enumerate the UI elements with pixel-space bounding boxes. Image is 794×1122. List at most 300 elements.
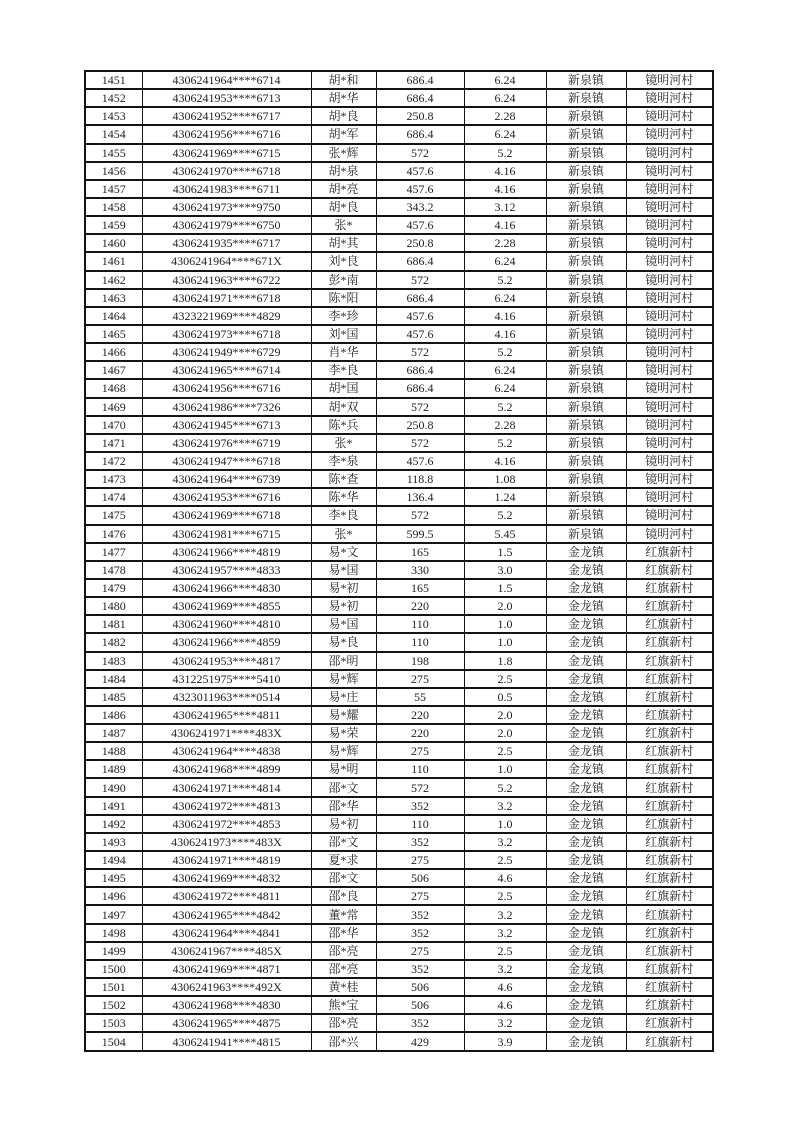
cell-village: 红旗新村 xyxy=(626,924,713,942)
cell-town: 新泉镇 xyxy=(546,89,626,107)
cell-town: 金龙镇 xyxy=(546,1032,626,1051)
cell-rate: 0.5 xyxy=(464,688,546,706)
table-row xyxy=(85,615,713,633)
cell-sequence-number: 1458 xyxy=(85,198,142,216)
cell-amount: 572 xyxy=(376,271,464,289)
cell-masked-name: 胡*双 xyxy=(311,398,376,416)
cell-village: 镜明河村 xyxy=(626,307,713,325)
table-row xyxy=(85,398,713,416)
cell-masked-id-number: 4306241965****4875 xyxy=(142,1014,311,1032)
cell-masked-name: 胡*泉 xyxy=(311,162,376,180)
cell-sequence-number: 1454 xyxy=(85,125,142,143)
table-row xyxy=(85,579,713,597)
cell-village: 镜明河村 xyxy=(626,434,713,452)
cell-amount: 572 xyxy=(376,343,464,361)
cell-town: 金龙镇 xyxy=(546,688,626,706)
cell-amount: 572 xyxy=(376,434,464,452)
table-row xyxy=(85,597,713,615)
cell-village: 镜明河村 xyxy=(626,125,713,143)
cell-sequence-number: 1472 xyxy=(85,452,142,470)
cell-village: 镜明河村 xyxy=(626,144,713,162)
cell-masked-id-number: 4312251975****5410 xyxy=(142,670,311,688)
cell-masked-name: 邵*文 xyxy=(311,833,376,851)
cell-town: 新泉镇 xyxy=(546,234,626,252)
cell-amount: 165 xyxy=(376,579,464,597)
table-row xyxy=(85,252,713,270)
cell-masked-name: 胡*亮 xyxy=(311,180,376,198)
cell-town: 新泉镇 xyxy=(546,71,626,89)
table-row xyxy=(85,742,713,760)
cell-masked-name: 邵*华 xyxy=(311,797,376,815)
cell-village: 镜明河村 xyxy=(626,216,713,234)
table-row xyxy=(85,89,713,107)
cell-sequence-number: 1462 xyxy=(85,271,142,289)
cell-masked-id-number: 4306241972****4811 xyxy=(142,887,311,905)
cell-village: 镜明河村 xyxy=(626,271,713,289)
cell-masked-id-number: 4306241952****6717 xyxy=(142,107,311,125)
table-row xyxy=(85,778,713,796)
cell-rate: 3.9 xyxy=(464,1032,546,1051)
cell-amount: 352 xyxy=(376,905,464,923)
cell-masked-id-number: 4306241968****4899 xyxy=(142,760,311,778)
cell-rate: 2.5 xyxy=(464,670,546,688)
cell-masked-id-number: 4306241960****4810 xyxy=(142,615,311,633)
cell-town: 金龙镇 xyxy=(546,905,626,923)
cell-masked-name: 胡*和 xyxy=(311,71,376,89)
cell-rate: 4.16 xyxy=(464,452,546,470)
cell-masked-id-number: 4306241964****4841 xyxy=(142,924,311,942)
cell-masked-name: 李*珍 xyxy=(311,307,376,325)
cell-rate: 2.5 xyxy=(464,887,546,905)
cell-rate: 4.16 xyxy=(464,216,546,234)
cell-amount: 110 xyxy=(376,815,464,833)
cell-amount: 686.4 xyxy=(376,252,464,270)
cell-sequence-number: 1470 xyxy=(85,416,142,434)
cell-sequence-number: 1496 xyxy=(85,887,142,905)
cell-town: 金龙镇 xyxy=(546,797,626,815)
cell-village: 镜明河村 xyxy=(626,325,713,343)
cell-rate: 3.12 xyxy=(464,198,546,216)
cell-masked-name: 彭*南 xyxy=(311,271,376,289)
cell-town: 金龙镇 xyxy=(546,724,626,742)
table-row xyxy=(85,416,713,434)
table-row xyxy=(85,688,713,706)
cell-town: 金龙镇 xyxy=(546,978,626,996)
table-row xyxy=(85,198,713,216)
cell-sequence-number: 1481 xyxy=(85,615,142,633)
cell-rate: 1.8 xyxy=(464,652,546,670)
cell-masked-id-number: 4306241965****4842 xyxy=(142,905,311,923)
cell-town: 金龙镇 xyxy=(546,742,626,760)
cell-amount: 457.6 xyxy=(376,325,464,343)
subsidy-table-body xyxy=(85,71,713,1051)
cell-masked-name: 邵*亮 xyxy=(311,960,376,978)
table-row xyxy=(85,724,713,742)
cell-rate: 5.2 xyxy=(464,398,546,416)
cell-rate: 6.24 xyxy=(464,89,546,107)
cell-masked-id-number: 4306241947****6718 xyxy=(142,452,311,470)
table-row xyxy=(85,706,713,724)
cell-amount: 352 xyxy=(376,960,464,978)
cell-masked-name: 陈*查 xyxy=(311,470,376,488)
cell-masked-name: 易*荣 xyxy=(311,724,376,742)
cell-masked-id-number: 4306241964****671X xyxy=(142,252,311,270)
cell-amount: 275 xyxy=(376,670,464,688)
cell-masked-name: 易*国 xyxy=(311,615,376,633)
cell-sequence-number: 1485 xyxy=(85,688,142,706)
cell-sequence-number: 1491 xyxy=(85,797,142,815)
cell-amount: 686.4 xyxy=(376,71,464,89)
cell-masked-id-number: 4306241966****4819 xyxy=(142,543,311,561)
cell-sequence-number: 1452 xyxy=(85,89,142,107)
cell-village: 镜明河村 xyxy=(626,452,713,470)
cell-sequence-number: 1498 xyxy=(85,924,142,942)
cell-town: 新泉镇 xyxy=(546,361,626,379)
table-row xyxy=(85,488,713,506)
cell-sequence-number: 1455 xyxy=(85,144,142,162)
cell-town: 新泉镇 xyxy=(546,107,626,125)
cell-town: 新泉镇 xyxy=(546,271,626,289)
cell-amount: 352 xyxy=(376,924,464,942)
cell-village: 镜明河村 xyxy=(626,289,713,307)
cell-masked-id-number: 4306241983****6711 xyxy=(142,180,311,198)
cell-masked-id-number: 4306241972****4853 xyxy=(142,815,311,833)
cell-masked-id-number: 4306241957****4833 xyxy=(142,561,311,579)
cell-masked-name: 易*庄 xyxy=(311,688,376,706)
cell-masked-name: 胡*军 xyxy=(311,125,376,143)
cell-town: 新泉镇 xyxy=(546,307,626,325)
table-row xyxy=(85,434,713,452)
cell-town: 金龙镇 xyxy=(546,851,626,869)
cell-masked-name: 陈*华 xyxy=(311,488,376,506)
cell-village: 镜明河村 xyxy=(626,416,713,434)
table-row xyxy=(85,633,713,651)
cell-town: 金龙镇 xyxy=(546,815,626,833)
cell-amount: 352 xyxy=(376,1014,464,1032)
cell-village: 红旗新村 xyxy=(626,652,713,670)
table-row xyxy=(85,652,713,670)
cell-village: 红旗新村 xyxy=(626,1032,713,1051)
cell-sequence-number: 1501 xyxy=(85,978,142,996)
cell-town: 金龙镇 xyxy=(546,597,626,615)
cell-rate: 3.0 xyxy=(464,561,546,579)
cell-rate: 5.2 xyxy=(464,343,546,361)
cell-sequence-number: 1489 xyxy=(85,760,142,778)
cell-masked-id-number: 4306241969****6715 xyxy=(142,144,311,162)
cell-masked-name: 易*辉 xyxy=(311,670,376,688)
cell-amount: 457.6 xyxy=(376,162,464,180)
cell-village: 镜明河村 xyxy=(626,506,713,524)
cell-amount: 686.4 xyxy=(376,379,464,397)
cell-sequence-number: 1504 xyxy=(85,1032,142,1051)
cell-masked-id-number: 4306241969****6718 xyxy=(142,506,311,524)
cell-rate: 3.2 xyxy=(464,960,546,978)
table-row xyxy=(85,815,713,833)
table-row xyxy=(85,234,713,252)
cell-masked-id-number: 4306241969****4871 xyxy=(142,960,311,978)
cell-village: 红旗新村 xyxy=(626,706,713,724)
table-row xyxy=(85,525,713,543)
cell-rate: 6.24 xyxy=(464,289,546,307)
cell-masked-id-number: 4306241981****6715 xyxy=(142,525,311,543)
cell-rate: 1.5 xyxy=(464,543,546,561)
cell-rate: 1.0 xyxy=(464,615,546,633)
cell-rate: 6.24 xyxy=(464,379,546,397)
table-row xyxy=(85,1014,713,1032)
cell-town: 新泉镇 xyxy=(546,144,626,162)
cell-masked-name: 易*初 xyxy=(311,579,376,597)
cell-rate: 3.2 xyxy=(464,833,546,851)
cell-town: 金龙镇 xyxy=(546,579,626,597)
cell-amount: 572 xyxy=(376,144,464,162)
cell-town: 金龙镇 xyxy=(546,869,626,887)
cell-town: 新泉镇 xyxy=(546,325,626,343)
cell-amount: 136.4 xyxy=(376,488,464,506)
cell-masked-name: 李*良 xyxy=(311,361,376,379)
cell-masked-name: 邵*明 xyxy=(311,652,376,670)
cell-town: 新泉镇 xyxy=(546,289,626,307)
cell-masked-id-number: 4306241949****6729 xyxy=(142,343,311,361)
cell-masked-name: 易*良 xyxy=(311,633,376,651)
cell-village: 镜明河村 xyxy=(626,361,713,379)
cell-sequence-number: 1473 xyxy=(85,470,142,488)
cell-village: 红旗新村 xyxy=(626,633,713,651)
cell-masked-name: 陈*阳 xyxy=(311,289,376,307)
cell-rate: 4.6 xyxy=(464,996,546,1014)
table-row xyxy=(85,144,713,162)
cell-amount: 110 xyxy=(376,615,464,633)
cell-village: 红旗新村 xyxy=(626,561,713,579)
table-row xyxy=(85,180,713,198)
cell-rate: 2.0 xyxy=(464,724,546,742)
table-row xyxy=(85,125,713,143)
cell-masked-id-number: 4306241964****6714 xyxy=(142,71,311,89)
cell-town: 金龙镇 xyxy=(546,670,626,688)
cell-rate: 4.16 xyxy=(464,307,546,325)
cell-rate: 4.16 xyxy=(464,325,546,343)
table-row xyxy=(85,543,713,561)
cell-masked-id-number: 4306241970****6718 xyxy=(142,162,311,180)
cell-rate: 3.2 xyxy=(464,905,546,923)
cell-amount: 250.8 xyxy=(376,416,464,434)
cell-village: 红旗新村 xyxy=(626,1014,713,1032)
cell-sequence-number: 1502 xyxy=(85,996,142,1014)
cell-amount: 686.4 xyxy=(376,289,464,307)
cell-town: 新泉镇 xyxy=(546,216,626,234)
table-row xyxy=(85,942,713,960)
cell-sequence-number: 1475 xyxy=(85,506,142,524)
cell-sequence-number: 1479 xyxy=(85,579,142,597)
cell-rate: 5.2 xyxy=(464,271,546,289)
cell-sequence-number: 1484 xyxy=(85,670,142,688)
cell-rate: 5.2 xyxy=(464,434,546,452)
cell-amount: 165 xyxy=(376,543,464,561)
cell-amount: 686.4 xyxy=(376,125,464,143)
table-row xyxy=(85,561,713,579)
cell-masked-name: 易*辉 xyxy=(311,742,376,760)
cell-amount: 352 xyxy=(376,833,464,851)
cell-masked-id-number: 4306241965****6714 xyxy=(142,361,311,379)
cell-rate: 5.2 xyxy=(464,778,546,796)
cell-rate: 6.24 xyxy=(464,361,546,379)
cell-rate: 5.2 xyxy=(464,506,546,524)
cell-amount: 110 xyxy=(376,633,464,651)
cell-masked-id-number: 4306241956****6716 xyxy=(142,379,311,397)
cell-village: 红旗新村 xyxy=(626,960,713,978)
cell-sequence-number: 1497 xyxy=(85,905,142,923)
cell-masked-id-number: 4306241953****6716 xyxy=(142,488,311,506)
cell-masked-name: 邵*亮 xyxy=(311,942,376,960)
cell-amount: 250.8 xyxy=(376,234,464,252)
table-row xyxy=(85,162,713,180)
cell-masked-id-number: 4306241967****485X xyxy=(142,942,311,960)
cell-amount: 110 xyxy=(376,760,464,778)
cell-masked-id-number: 4323221969****4829 xyxy=(142,307,311,325)
cell-sequence-number: 1463 xyxy=(85,289,142,307)
cell-town: 金龙镇 xyxy=(546,887,626,905)
cell-town: 新泉镇 xyxy=(546,125,626,143)
cell-masked-id-number: 4306241965****4811 xyxy=(142,706,311,724)
cell-sequence-number: 1483 xyxy=(85,652,142,670)
cell-village: 红旗新村 xyxy=(626,978,713,996)
table-row xyxy=(85,978,713,996)
cell-masked-id-number: 4306241963****6722 xyxy=(142,271,311,289)
cell-town: 新泉镇 xyxy=(546,452,626,470)
cell-sequence-number: 1453 xyxy=(85,107,142,125)
cell-amount: 275 xyxy=(376,851,464,869)
cell-masked-name: 胡*国 xyxy=(311,379,376,397)
cell-masked-name: 易*文 xyxy=(311,543,376,561)
cell-rate: 2.5 xyxy=(464,942,546,960)
cell-masked-id-number: 4306241976****6719 xyxy=(142,434,311,452)
cell-sequence-number: 1465 xyxy=(85,325,142,343)
cell-masked-id-number: 4306241969****4832 xyxy=(142,869,311,887)
cell-amount: 572 xyxy=(376,506,464,524)
cell-masked-name: 邵*华 xyxy=(311,924,376,942)
cell-town: 新泉镇 xyxy=(546,416,626,434)
cell-masked-name: 邵*兴 xyxy=(311,1032,376,1051)
cell-village: 镜明河村 xyxy=(626,252,713,270)
cell-sequence-number: 1487 xyxy=(85,724,142,742)
cell-village: 镜明河村 xyxy=(626,162,713,180)
cell-masked-id-number: 4306241973****6718 xyxy=(142,325,311,343)
table-row xyxy=(85,760,713,778)
cell-village: 红旗新村 xyxy=(626,615,713,633)
cell-masked-id-number: 4306241964****4838 xyxy=(142,742,311,760)
cell-village: 镜明河村 xyxy=(626,379,713,397)
cell-town: 金龙镇 xyxy=(546,652,626,670)
cell-rate: 1.0 xyxy=(464,815,546,833)
cell-sequence-number: 1451 xyxy=(85,71,142,89)
cell-masked-name: 邵*良 xyxy=(311,887,376,905)
cell-sequence-number: 1464 xyxy=(85,307,142,325)
cell-village: 红旗新村 xyxy=(626,579,713,597)
table-row xyxy=(85,924,713,942)
cell-rate: 3.2 xyxy=(464,1014,546,1032)
cell-masked-name: 胡*其 xyxy=(311,234,376,252)
cell-masked-name: 黄*桂 xyxy=(311,978,376,996)
cell-masked-name: 易*国 xyxy=(311,561,376,579)
cell-village: 红旗新村 xyxy=(626,797,713,815)
table-row xyxy=(85,325,713,343)
cell-town: 新泉镇 xyxy=(546,434,626,452)
cell-rate: 2.0 xyxy=(464,706,546,724)
cell-town: 新泉镇 xyxy=(546,506,626,524)
cell-sequence-number: 1461 xyxy=(85,252,142,270)
cell-masked-name: 邵*亮 xyxy=(311,1014,376,1032)
cell-village: 镜明河村 xyxy=(626,198,713,216)
cell-masked-name: 胡*良 xyxy=(311,198,376,216)
cell-masked-name: 邵*文 xyxy=(311,869,376,887)
cell-town: 新泉镇 xyxy=(546,379,626,397)
cell-sequence-number: 1492 xyxy=(85,815,142,833)
cell-village: 红旗新村 xyxy=(626,851,713,869)
table-row xyxy=(85,851,713,869)
cell-amount: 275 xyxy=(376,942,464,960)
cell-rate: 1.24 xyxy=(464,488,546,506)
cell-masked-name: 李*泉 xyxy=(311,452,376,470)
cell-amount: 457.6 xyxy=(376,180,464,198)
cell-village: 红旗新村 xyxy=(626,597,713,615)
cell-amount: 572 xyxy=(376,778,464,796)
cell-rate: 2.28 xyxy=(464,107,546,125)
cell-sequence-number: 1459 xyxy=(85,216,142,234)
cell-village: 镜明河村 xyxy=(626,488,713,506)
cell-sequence-number: 1478 xyxy=(85,561,142,579)
cell-amount: 686.4 xyxy=(376,89,464,107)
cell-rate: 4.16 xyxy=(464,180,546,198)
table-row xyxy=(85,960,713,978)
cell-village: 镜明河村 xyxy=(626,343,713,361)
cell-amount: 457.6 xyxy=(376,452,464,470)
cell-rate: 2.0 xyxy=(464,597,546,615)
cell-village: 红旗新村 xyxy=(626,887,713,905)
cell-village: 红旗新村 xyxy=(626,905,713,923)
cell-rate: 6.24 xyxy=(464,71,546,89)
cell-village: 红旗新村 xyxy=(626,724,713,742)
cell-amount: 275 xyxy=(376,887,464,905)
cell-village: 红旗新村 xyxy=(626,760,713,778)
cell-sequence-number: 1456 xyxy=(85,162,142,180)
cell-town: 新泉镇 xyxy=(546,525,626,543)
cell-town: 金龙镇 xyxy=(546,760,626,778)
cell-amount: 343.2 xyxy=(376,198,464,216)
cell-masked-id-number: 4306241973****483X xyxy=(142,833,311,851)
cell-amount: 506 xyxy=(376,978,464,996)
cell-town: 金龙镇 xyxy=(546,942,626,960)
cell-masked-id-number: 4306241971****6718 xyxy=(142,289,311,307)
cell-town: 金龙镇 xyxy=(546,924,626,942)
cell-town: 金龙镇 xyxy=(546,615,626,633)
subsidy-list-table xyxy=(84,70,714,1052)
cell-amount: 250.8 xyxy=(376,107,464,125)
cell-rate: 1.08 xyxy=(464,470,546,488)
cell-town: 新泉镇 xyxy=(546,343,626,361)
cell-masked-id-number: 4306241953****4817 xyxy=(142,652,311,670)
cell-masked-id-number: 4306241968****4830 xyxy=(142,996,311,1014)
cell-masked-name: 陈*兵 xyxy=(311,416,376,434)
cell-sequence-number: 1486 xyxy=(85,706,142,724)
table-row xyxy=(85,271,713,289)
cell-masked-name: 张* xyxy=(311,216,376,234)
cell-masked-name: 夏*求 xyxy=(311,851,376,869)
cell-town: 新泉镇 xyxy=(546,162,626,180)
cell-masked-id-number: 4306241935****6717 xyxy=(142,234,311,252)
cell-sequence-number: 1467 xyxy=(85,361,142,379)
cell-village: 红旗新村 xyxy=(626,833,713,851)
table-row xyxy=(85,216,713,234)
cell-rate: 2.28 xyxy=(464,416,546,434)
